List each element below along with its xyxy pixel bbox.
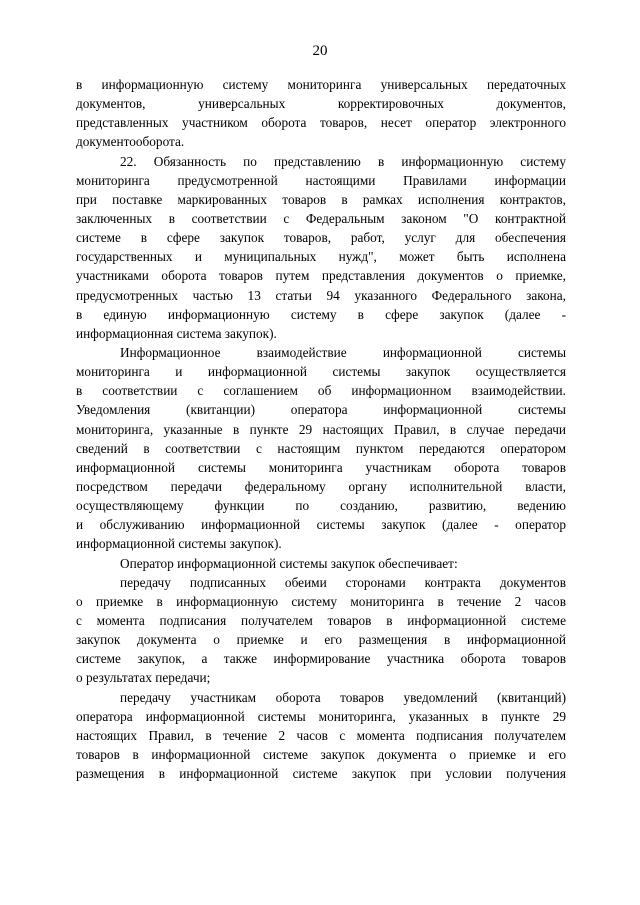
text-line: размещения в информационной системе закупок при условии получения: [76, 766, 566, 782]
text-line: информационной системы закупок).: [76, 536, 282, 552]
text-line: сведений в соответствии с настоящим пунктом передаются оператором: [76, 440, 566, 456]
text-line: с момента подписания получателем товаров в информационной системе: [76, 612, 566, 628]
page-number: 20: [312, 43, 328, 59]
text-line: Оператор информационной системы закупок обеспечивает:: [120, 555, 458, 571]
document-body: [76, 75, 566, 783]
text-line: информационной системы мониторинга участникам оборота товаров: [76, 459, 566, 475]
text-line: передачу участникам оборота товаров уведомлений (квитанций): [120, 689, 566, 705]
text-line: товаров в информационной системе закупок документа о приемке и его: [76, 746, 566, 762]
text-line: о приемке в информационную систему мониторинга в течение 2 часов: [76, 593, 566, 609]
text-line: оператора информационной системы мониторинга, указанных в пункте 29: [76, 708, 566, 724]
text-line: закупок документа о приемке и его размещения в информационной: [76, 632, 566, 648]
text-line: Информационное взаимодействие информационной системы: [120, 344, 566, 360]
text-line: 22. Обязанность по представлению в информационную систему: [120, 153, 566, 169]
text-line: в информационную систему мониторинга универсальных передаточных: [76, 77, 566, 92]
text-line: государственных и муниципальных нужд", может быть исполнена: [76, 249, 566, 265]
text-line: осуществляющему функции по созданию, развитию, ведению: [76, 498, 566, 514]
text-line: посредством передачи федеральному органу исполнительной власти,: [76, 478, 566, 494]
text-line: Уведомления (квитанции) оператора информационной системы: [76, 402, 566, 418]
text-line: мониторинга и информационной системы закупок осуществляется: [76, 364, 566, 380]
text-line: о результатах передачи;: [76, 670, 211, 686]
text-line: мониторинга, указанные в пункте 29 настоящих Правил, в случае передачи: [76, 421, 566, 437]
text-line: настоящих Правил, в течение 2 часов с момента подписания получателем: [76, 727, 566, 743]
text-line: системе в сфере закупок товаров, работ, услуг для обеспечения: [76, 230, 566, 246]
text-line: передачу подписанных обеими сторонами контракта документов: [120, 574, 566, 590]
text-line: участниками оборота товаров путем представления документов о приемке,: [76, 268, 566, 284]
text-line: и обслуживанию информационной системы закупок (далее - оператор: [76, 517, 566, 533]
text-line: системе закупок, а также информирование участника оборота товаров: [76, 651, 566, 667]
text-line: в соответствии с соглашением об информационном взаимодействии.: [76, 383, 566, 399]
text-line: заключенных в соответствии с Федеральным законом "О контрактной: [76, 210, 566, 226]
text-line: при поставке маркированных товаров в рамках исполнения контрактов,: [76, 191, 566, 207]
text-line: документов, универсальных корректировочных документов,: [76, 96, 566, 112]
text-line: информационная система закупок).: [76, 325, 277, 341]
text-line: в единую информационную систему в сфере закупок (далее -: [76, 306, 566, 322]
text-line: представленных участником оборота товаров, несет оператор электронного: [76, 115, 566, 131]
text-line: предусмотренных частью 13 статьи 94 указанного Федерального закона,: [76, 287, 566, 303]
text-line: мониторинга предусмотренной настоящими Правилами информации: [76, 172, 566, 188]
text-line: документооборота.: [76, 134, 185, 150]
